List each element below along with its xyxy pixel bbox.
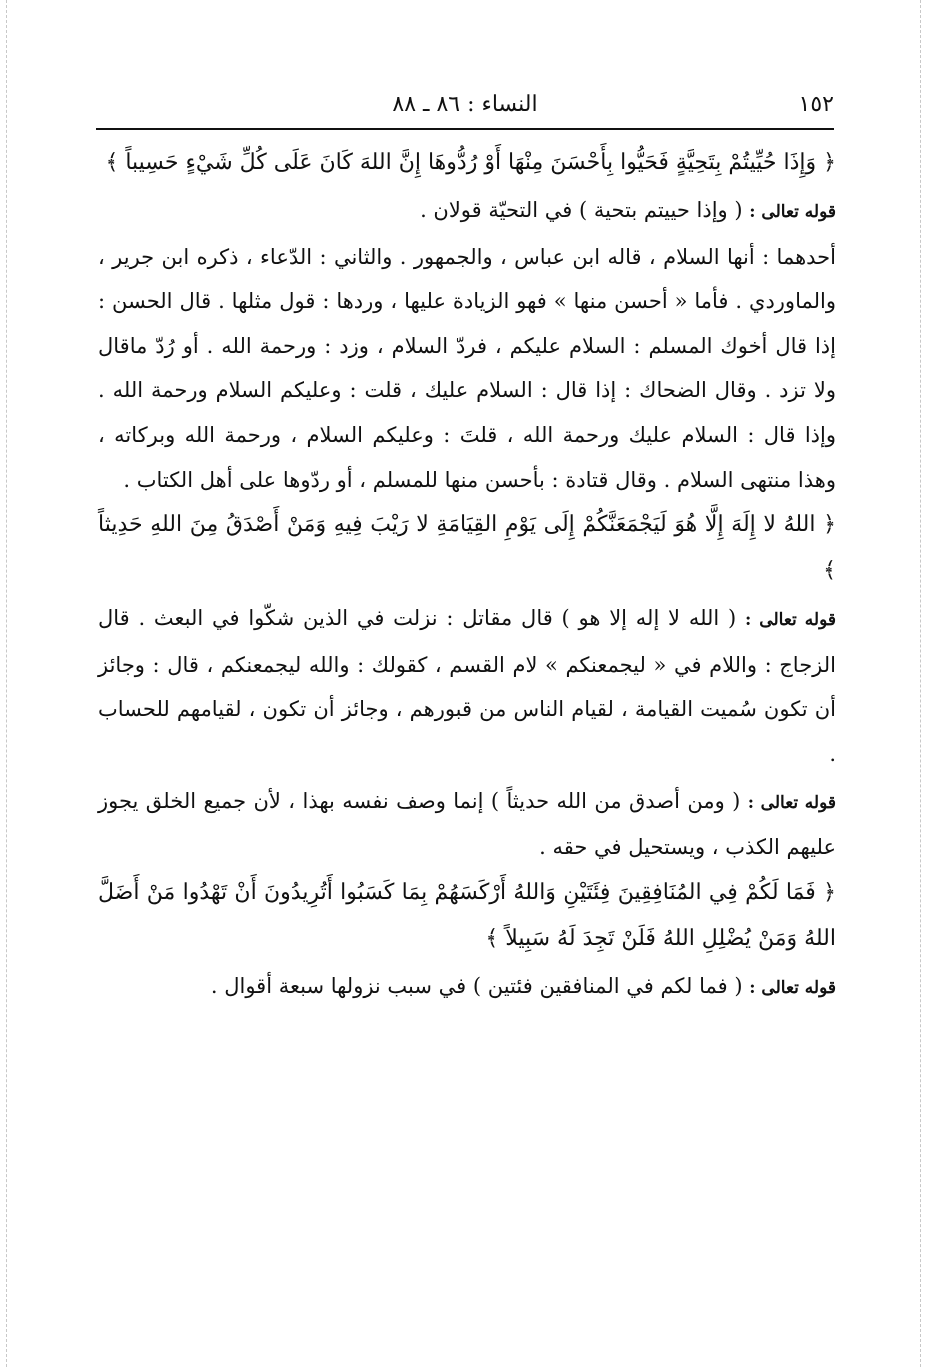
quran-verse: ﴿ فَمَا لَكُمْ فِي المُنَافِقِينَ فِئَتَيْنِ وَاللهُ أَرْكَسَهُمْ بِمَا كَسَبُوا أَتُرِيدُونَ أَنْ تَهْدُوا مَنْ أَضَلَّ اللهُ وَمَنْ يُضْلِلِ اللهُ فَلَنْ تَجِدَ لَهُ سَبِيلاً ﴾ — [98, 879, 836, 951]
commentary-lead: قوله تعالى : — [749, 202, 836, 222]
body-paragraph: أحدهما : أنها السلام ، قاله ابن عباس ، والجمهور . والثاني : الدّعاء ، ذكره ابن جرير ، والماوردي . فأما « أحسن منها » فهو الزيادة عليها ، وردها : قول مثلها . قال الحسن : إذا قال أخوك المسلم : السلام عليكم ، فردّ السلام ، وزد : ورحمة الله . أو رُدّ ماقال ولا تزد . وقال الضحاك : إذا قال : السلام عليك ، قلت : وعليكم السلام ورحمة الله . وإذا قال : السلام عليك ورحمة الله ، قلتَ : وعليكم السلام ، ورحمة الله وبركاته ، وهذا منتهى السلام . وقال قتادة : بأحسن منها للمسلم ، أو ردّوها على أهل الكتاب . — [98, 244, 836, 492]
commentary-text: ( فما لكم في المنافقين فئتين ) في سبب نزولها سبعة أقوال . — [210, 973, 750, 998]
page-edge-left — [6, 0, 7, 1367]
commentary-paragraph — [98, 964, 836, 1011]
page-edge-right — [920, 0, 921, 1367]
commentary-lead: قوله تعالى : — [745, 610, 836, 631]
header-rule — [96, 128, 834, 130]
commentary-text: ( وإذا حييتم بتحية ) في التحيّة قولان . — [420, 198, 750, 222]
commentary-paragraph — [98, 188, 836, 235]
body-text — [98, 140, 836, 1010]
quran-verse: ﴿ وَإِذَا حُيِّيتُمْ بِتَحِيَّةٍ فَحَيُّوا بِأَحْسَنَ مِنْهَا أَوْ رُدُّوهَا إِنَّ اللهَ كَانَ عَلَى كُلِّ شَيْءٍ حَسِيباً ﴾ — [105, 150, 836, 175]
commentary-lead: قوله تعالى : — [749, 977, 836, 998]
page-number: ١٥٢ — [798, 92, 834, 117]
quran-verse: ﴿ اللهُ لا إِلَهَ إِلَّا هُوَ لَيَجْمَعَنَّكُمْ إِلَى يَوْمِ القِيَامَةِ لا رَيْبَ فِيهِ وَمَنْ أَصْدَقُ مِنَ اللهِ حَدِيثاً ﴾ — [98, 512, 836, 584]
running-title: النساء : ٨٦ ـ ٨٨ — [392, 92, 538, 117]
commentary-text: ( الله لا إله إلا هو ) قال مقاتل : نزلت في الذين شكّوا في البعث . قال الزجاج : واللام في « ليجمعنكم » لام القسم ، كقولك : والله ليجمعنكم ، قال : وجائز أن تكون سُميت القيامة ، لقيام الناس من قبورهم ، وجائز أن تكون ، لقيامهم للحساب . — [98, 606, 836, 766]
commentary-lead: قوله تعالى : — [747, 792, 836, 813]
commentary-paragraph — [98, 779, 836, 870]
page-header — [96, 92, 834, 124]
commentary-paragraph — [98, 596, 836, 776]
commentary-text: ( ومن أصدق من الله حديثاً ) إنما وصف نفسه بهذا ، لأن جميع الخلق يجوز عليهم الكذب ، ويستحيل في حقه . — [98, 788, 836, 860]
